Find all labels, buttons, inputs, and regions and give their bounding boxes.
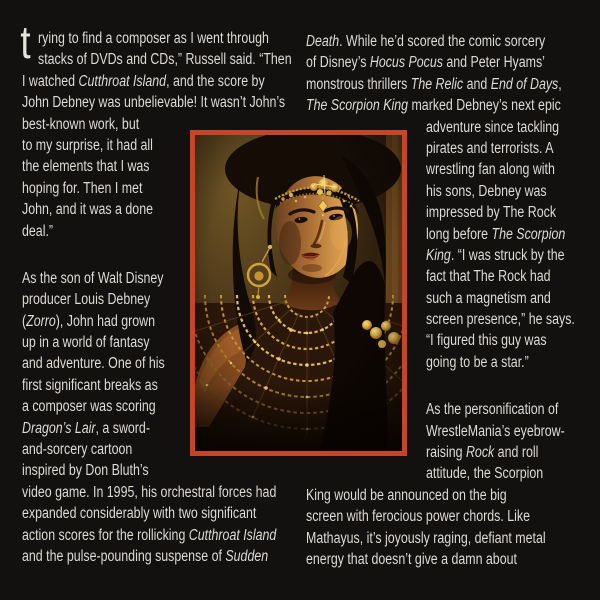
text-line: [306, 528, 575, 549]
text-segment: monstrous thrillers: [306, 75, 411, 93]
drop-cap: t: [20, 16, 31, 68]
text-segment: . While he’d scored the comic sorcery: [339, 33, 546, 50]
text-line: [426, 330, 575, 351]
text-segment: and: [463, 75, 491, 93]
text-segment: and roll: [494, 444, 539, 462]
text-line: [22, 525, 292, 546]
text-segment: marked Debney’s next epic: [408, 97, 561, 115]
text-segment: WrestleMania’s eyebrow-: [426, 422, 565, 440]
text-line: [426, 224, 575, 245]
text-line: [426, 309, 575, 330]
text-line: [426, 117, 575, 138]
text-segment: Cutthroat Island: [78, 72, 167, 90]
text-segment: , a sword-: [95, 419, 150, 437]
text-segment: Rock: [465, 444, 495, 462]
text-segment: The Scorpion King: [306, 97, 409, 115]
portrait-image: [195, 135, 402, 451]
text-segment: , and the score by: [166, 72, 265, 90]
text-line: [426, 442, 575, 463]
text-segment: Zorro: [26, 312, 56, 330]
text-segment: stacks of DVDs and CDs,” Russell said. “Then: [38, 51, 292, 69]
text-line: [306, 95, 575, 116]
text-line: [426, 463, 575, 484]
text-segment: screen presence,” he says.: [426, 311, 575, 329]
text-segment: such a magnetism and: [426, 289, 551, 307]
text-line: [22, 71, 292, 92]
text-line: [426, 352, 575, 373]
text-line: [22, 49, 292, 70]
text-segment: up in a world of fantasy: [22, 334, 150, 352]
text-segment: John Debney was unbelievable! It wasn’t John’s: [22, 94, 286, 112]
text-segment: ), John had grown: [55, 312, 156, 330]
text-segment: John, and it was a done: [22, 201, 153, 219]
text-line: [426, 181, 575, 202]
text-segment: The Scorpion: [491, 225, 566, 243]
text-segment: and the pulse-pounding suspense of: [22, 547, 226, 565]
text-line: [22, 92, 292, 113]
text-line: [22, 460, 292, 481]
text-segment: Death: [306, 33, 340, 50]
text-segment: As the son of Walt Disney: [22, 269, 164, 287]
text-segment: Dragon’s Lair: [22, 419, 96, 437]
text-line: [306, 31, 575, 52]
text-segment: ,: [558, 75, 562, 93]
text-segment: Cutthroat Island: [188, 526, 277, 544]
text-line: [426, 288, 575, 309]
text-segment: and Peter Hyams’: [442, 54, 545, 72]
text-segment: and adventure. One of his: [22, 355, 165, 373]
text-segment: Sudden: [225, 547, 269, 565]
text-segment: of Disney’s: [306, 54, 370, 72]
text-segment: raising: [426, 444, 466, 462]
text-segment: “I figured this guy was: [426, 332, 547, 350]
text-segment: (: [22, 312, 27, 330]
cassandra-photo-frame: [190, 130, 407, 456]
text-line: [22, 503, 292, 524]
text-line: [426, 159, 575, 180]
text-line: [426, 245, 575, 266]
text-segment: impressed by The Rock: [426, 204, 557, 222]
text-segment: King: [426, 246, 451, 264]
text-segment: energy that doesn’t give a damn about: [306, 550, 517, 568]
text-segment: rying to find a composer as I went through: [38, 30, 269, 47]
text-line: [306, 549, 575, 570]
text-line: [22, 28, 292, 49]
text-segment: As the personification of: [426, 401, 559, 419]
text-segment: . “I was struck by the: [450, 246, 565, 264]
text-line: [426, 138, 575, 159]
text-segment: wrestling fan along with: [426, 161, 555, 179]
text-segment: video game. In 1995, his orchestral forces had: [22, 483, 277, 501]
text-segment: long before: [426, 225, 492, 243]
text-segment: expanded considerably with two significant: [22, 505, 257, 523]
text-segment: Mathayus, it’s joyously raging, defiant metal: [306, 529, 546, 547]
text-segment: going to be a star.”: [426, 353, 529, 371]
text-segment: Hocus Pocus: [369, 54, 443, 72]
text-segment: and-sorcery cartoon: [22, 441, 133, 459]
text-line: [306, 52, 575, 73]
text-line: [426, 421, 575, 442]
text-segment: first significant breaks as: [22, 376, 158, 394]
text-segment: best-known work, but: [22, 115, 140, 133]
text-segment: inspired by Don Bluth’s: [22, 462, 149, 480]
text-segment: fact that The Rock had: [426, 268, 551, 286]
text-line: [22, 482, 292, 503]
text-line: [306, 485, 575, 506]
text-segment: adventure since tackling: [426, 118, 560, 136]
text-segment: the elements that I was: [22, 158, 150, 176]
text-segment: King would be announced on the big: [306, 486, 507, 504]
text-line: [306, 74, 575, 95]
text-segment: End of Days: [490, 75, 559, 93]
text-segment: his sons, Debney was: [426, 182, 547, 200]
text-segment: I watched: [22, 72, 79, 90]
text-segment: hoping for. Then I met: [22, 179, 143, 197]
text-line: [306, 506, 575, 527]
text-line: [426, 202, 575, 223]
text-segment: screen with ferocious power chords. Like: [306, 508, 530, 526]
text-line: [22, 546, 292, 567]
text-segment: attitude, the Scorpion: [426, 465, 544, 483]
text-line: [426, 266, 575, 287]
text-segment: action scores for the rollicking: [22, 526, 189, 544]
text-segment: deal.”: [22, 222, 54, 240]
text-segment: a composer was scoring: [22, 398, 156, 416]
text-line: [426, 399, 575, 420]
text-segment: The Relic: [410, 75, 464, 93]
text-segment: pirates and terrorists. A: [426, 139, 554, 157]
text-segment: producer Louis Debney: [22, 291, 151, 309]
text-segment: to my surprise, it had all: [22, 136, 153, 154]
